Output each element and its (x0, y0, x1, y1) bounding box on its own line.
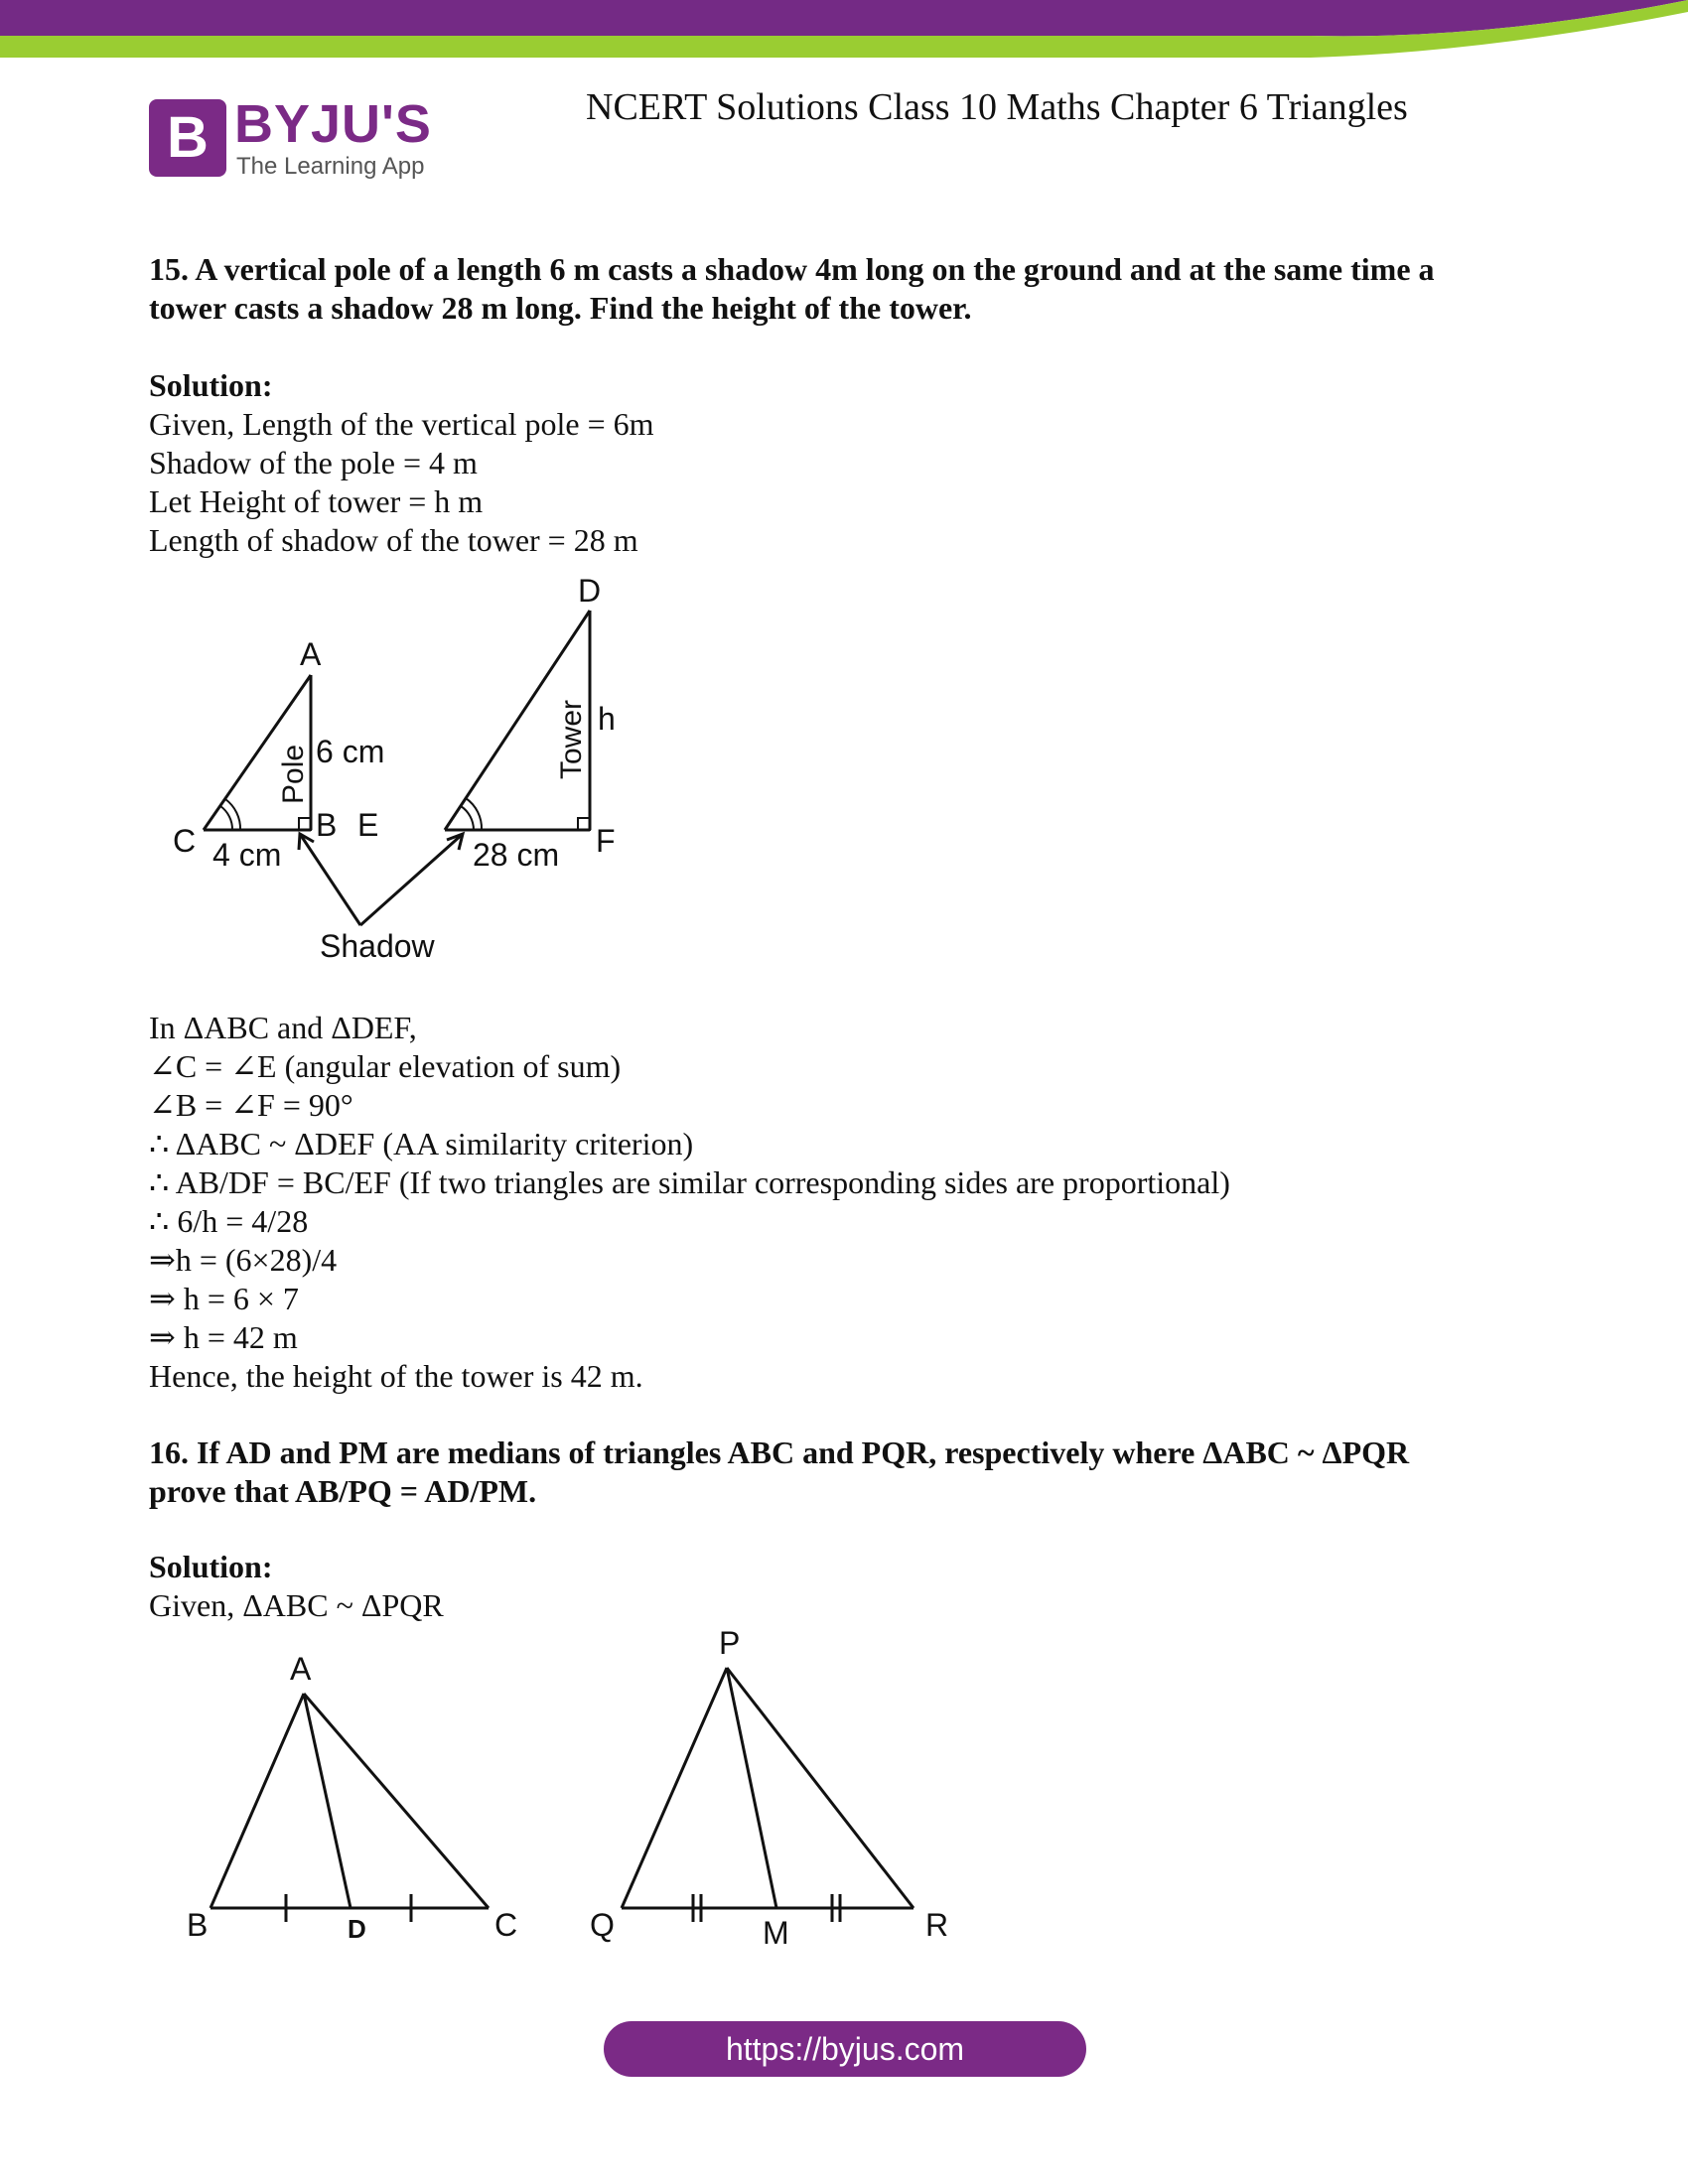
question-15 (149, 250, 1539, 328)
question-16 (149, 1433, 1539, 1511)
label-A: A (290, 1651, 312, 1687)
label-C: C (173, 823, 197, 859)
step-line: ∴ ΔABC ~ ΔDEF (AA similarity criterion) (149, 1126, 694, 1161)
step-line: ∴ AB/DF = BC/EF (If two triangles are similar corresponding sides are proportional) (149, 1164, 1230, 1200)
pole-height-label: 6 cm (316, 734, 385, 769)
step-line: ∠B = ∠F = 90° (149, 1087, 353, 1123)
figure-15-pole-tower (159, 566, 675, 983)
question-16-line-1: 16. If AD and PM are medians of triangles ABC and PQR, respectively where ΔABC ~ ΔPQR (149, 1434, 1410, 1470)
step-line: ⇒ h = 6 × 7 (149, 1281, 299, 1316)
label-E: E (357, 807, 379, 843)
logo-tagline: The Learning App (236, 153, 425, 180)
step-line: ∴ 6/h = 4/28 (149, 1203, 309, 1239)
label-M: M (763, 1915, 789, 1951)
byjus-logo[interactable] (149, 94, 447, 183)
label-D: D (578, 573, 602, 609)
figure-16-medians (169, 1618, 993, 1956)
tower-shadow-length: 28 cm (473, 837, 560, 873)
solution-15-given (149, 405, 654, 560)
shadow-label: Shadow (320, 928, 435, 964)
given-line: Let Height of tower = h m (149, 483, 484, 519)
label-D: D (348, 1914, 366, 1944)
label-B: B (316, 807, 338, 843)
label-R: R (925, 1907, 949, 1943)
given-line: Given, Length of the vertical pole = 6m (149, 406, 654, 442)
question-16-line-2: prove that AB/PQ = AD/PM. (149, 1473, 537, 1509)
question-15-line-2: tower casts a shadow 28 m long. Find the height of the tower. (149, 290, 972, 326)
label-B: B (187, 1907, 209, 1943)
given-line: Shadow of the pole = 4 m (149, 445, 478, 480)
page-title: NCERT Solutions Class 10 Maths Chapter 6 Triangles (586, 86, 1408, 128)
logo-mark: B (149, 99, 226, 177)
footer-url-link[interactable]: https://byjus.com (604, 2021, 1086, 2077)
pole-shadow-length: 4 cm (212, 837, 282, 873)
tower-label: Tower (555, 699, 588, 779)
label-P: P (719, 1625, 741, 1661)
solution-15-steps (149, 1009, 1230, 1396)
given-line: Given, ΔABC ~ ΔPQR (149, 1587, 444, 1623)
pole-label: Pole (277, 744, 310, 804)
step-line: ∠C = ∠E (angular elevation of sum) (149, 1048, 622, 1084)
label-h: h (598, 701, 616, 737)
step-line: ⇒ h = 42 m (149, 1319, 298, 1355)
label-F: F (596, 823, 616, 859)
label-A: A (300, 636, 322, 672)
step-line: In ΔABC and ΔDEF, (149, 1010, 417, 1045)
top-banner (0, 0, 1688, 62)
solution-15-heading: Solution: (149, 367, 273, 403)
step-line: Hence, the height of the tower is 42 m. (149, 1358, 643, 1394)
step-line: ⇒h = (6×28)/4 (149, 1242, 338, 1278)
given-line: Length of shadow of the tower = 28 m (149, 522, 638, 558)
solution-16-heading: Solution: (149, 1549, 273, 1584)
question-15-line-1: 15. A vertical pole of a length 6 m casts a shadow 4m long on the ground and at the same time a (149, 251, 1435, 287)
logo-name: BYJU'S (234, 94, 432, 154)
label-C: C (494, 1907, 518, 1943)
label-Q: Q (590, 1907, 615, 1943)
